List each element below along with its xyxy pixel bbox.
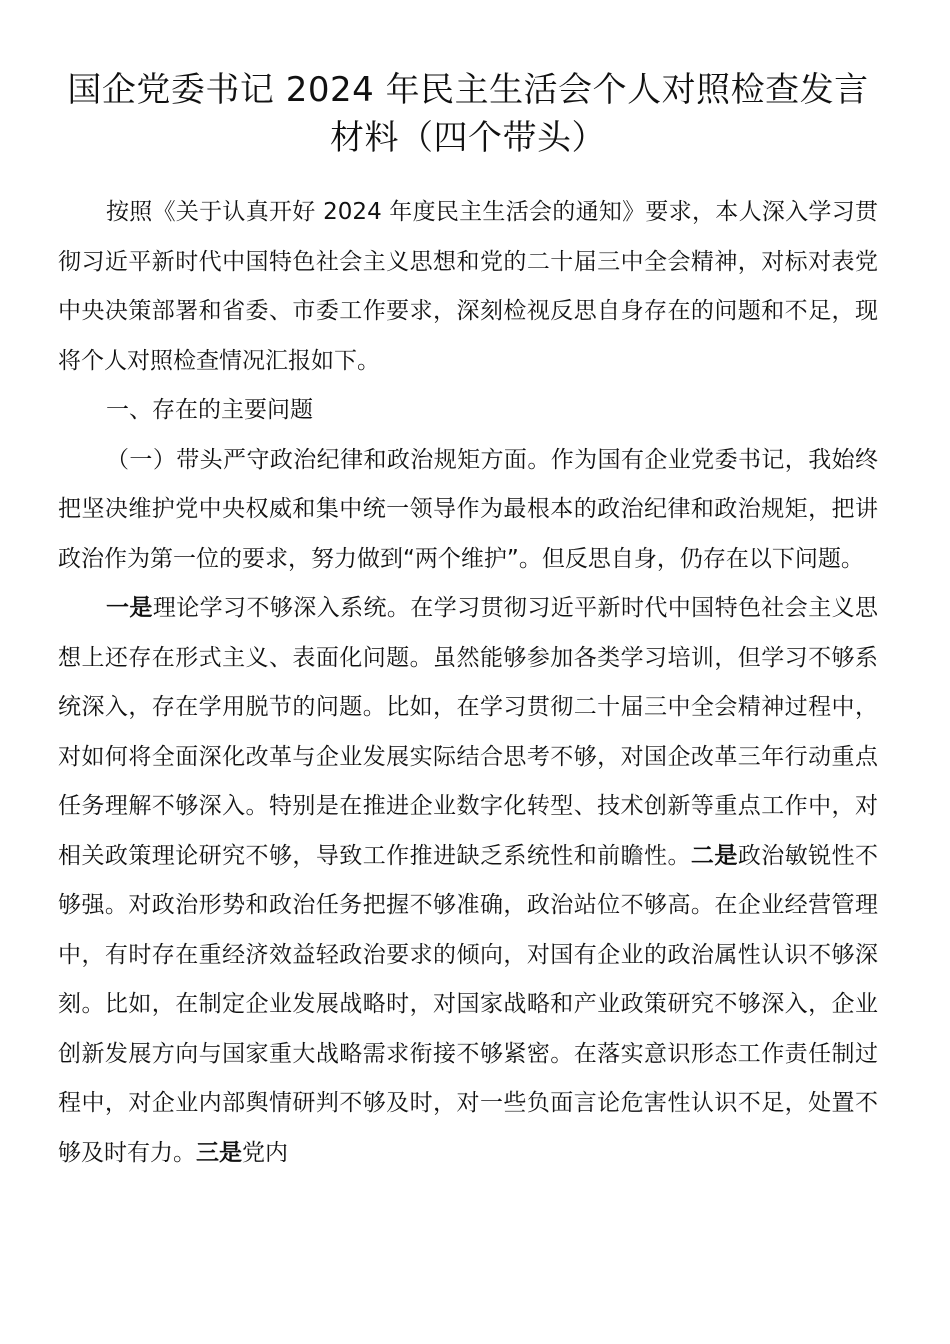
section-heading: 一、存在的主要问题: [106, 397, 313, 423]
document-body: [58, 188, 878, 1178]
points-paragraph: [58, 584, 878, 1178]
point-1-text: 理论学习不够深入系统。在学习贯彻习近平新时代中国特色社会主义思想上还存在形式主义、表面化问题。虽然能够参加各类学习培训，但学习不够系统深入，存在学用脱节的问题。比如，在学习贯彻二十届三中全会精神过程中，对如何将全面深化改革与企业发展实际结合思考不够，对国企改革三年行动重点任务理解不够深入。特别是在推进企业数字化转型、技术创新等重点工作中，对相关政策理论研究不够，导致工作推进缺乏系统性和前瞻性。: [58, 595, 878, 869]
point-3-label: 三是: [196, 1139, 242, 1166]
intro-paragraph: 按照《关于认真开好 2024 年度民主生活会的通知》要求，本人深入学习贯彻习近平新时代中国特色社会主义思想和党的二十届三中全会精神，对标对表党中央决策部署和省委、市委工作要求，深刻检视反思自身存在的问题和不足，现将个人对照检查情况汇报如下。: [58, 199, 878, 374]
document-page: [58, 66, 878, 1178]
point-2-label: 二是: [690, 842, 738, 869]
document-title: [58, 66, 878, 162]
point-1-label: 一是: [106, 595, 153, 621]
point-3-text: 党内: [242, 1139, 288, 1166]
title-line-2: 材料（四个带头）: [330, 118, 606, 158]
title-line-1: 国企党委书记 2024 年民主生活会个人对照检查发言: [67, 70, 869, 110]
point-2-text: 政治敏锐性不够强。对政治形势和政治任务把握不够准确，政治站位不够高。在企业经营管理中，有时存在重经济效益轻政治要求的倾向，对国有企业的政治属性认识不够深刻。比如，在制定企业发展战略时，对国家战略和产业政策研究不够深入，企业创新发展方向与国家重大战略需求衔接不够紧密。在落实意识形态工作责任制过程中，对企业内部舆情研判不够及时，对一些负面言论危害性认识不足，处置不够及时有力。: [58, 842, 879, 1166]
subsection-paragraph: （一）带头严守政治纪律和政治规矩方面。作为国有企业党委书记，我始终把坚决维护党中央权威和集中统一领导作为最根本的政治纪律和政治规矩，把讲政治作为第一位的要求，努力做到“两个维护”。但反思自身，仍存在以下问题。: [58, 446, 878, 572]
